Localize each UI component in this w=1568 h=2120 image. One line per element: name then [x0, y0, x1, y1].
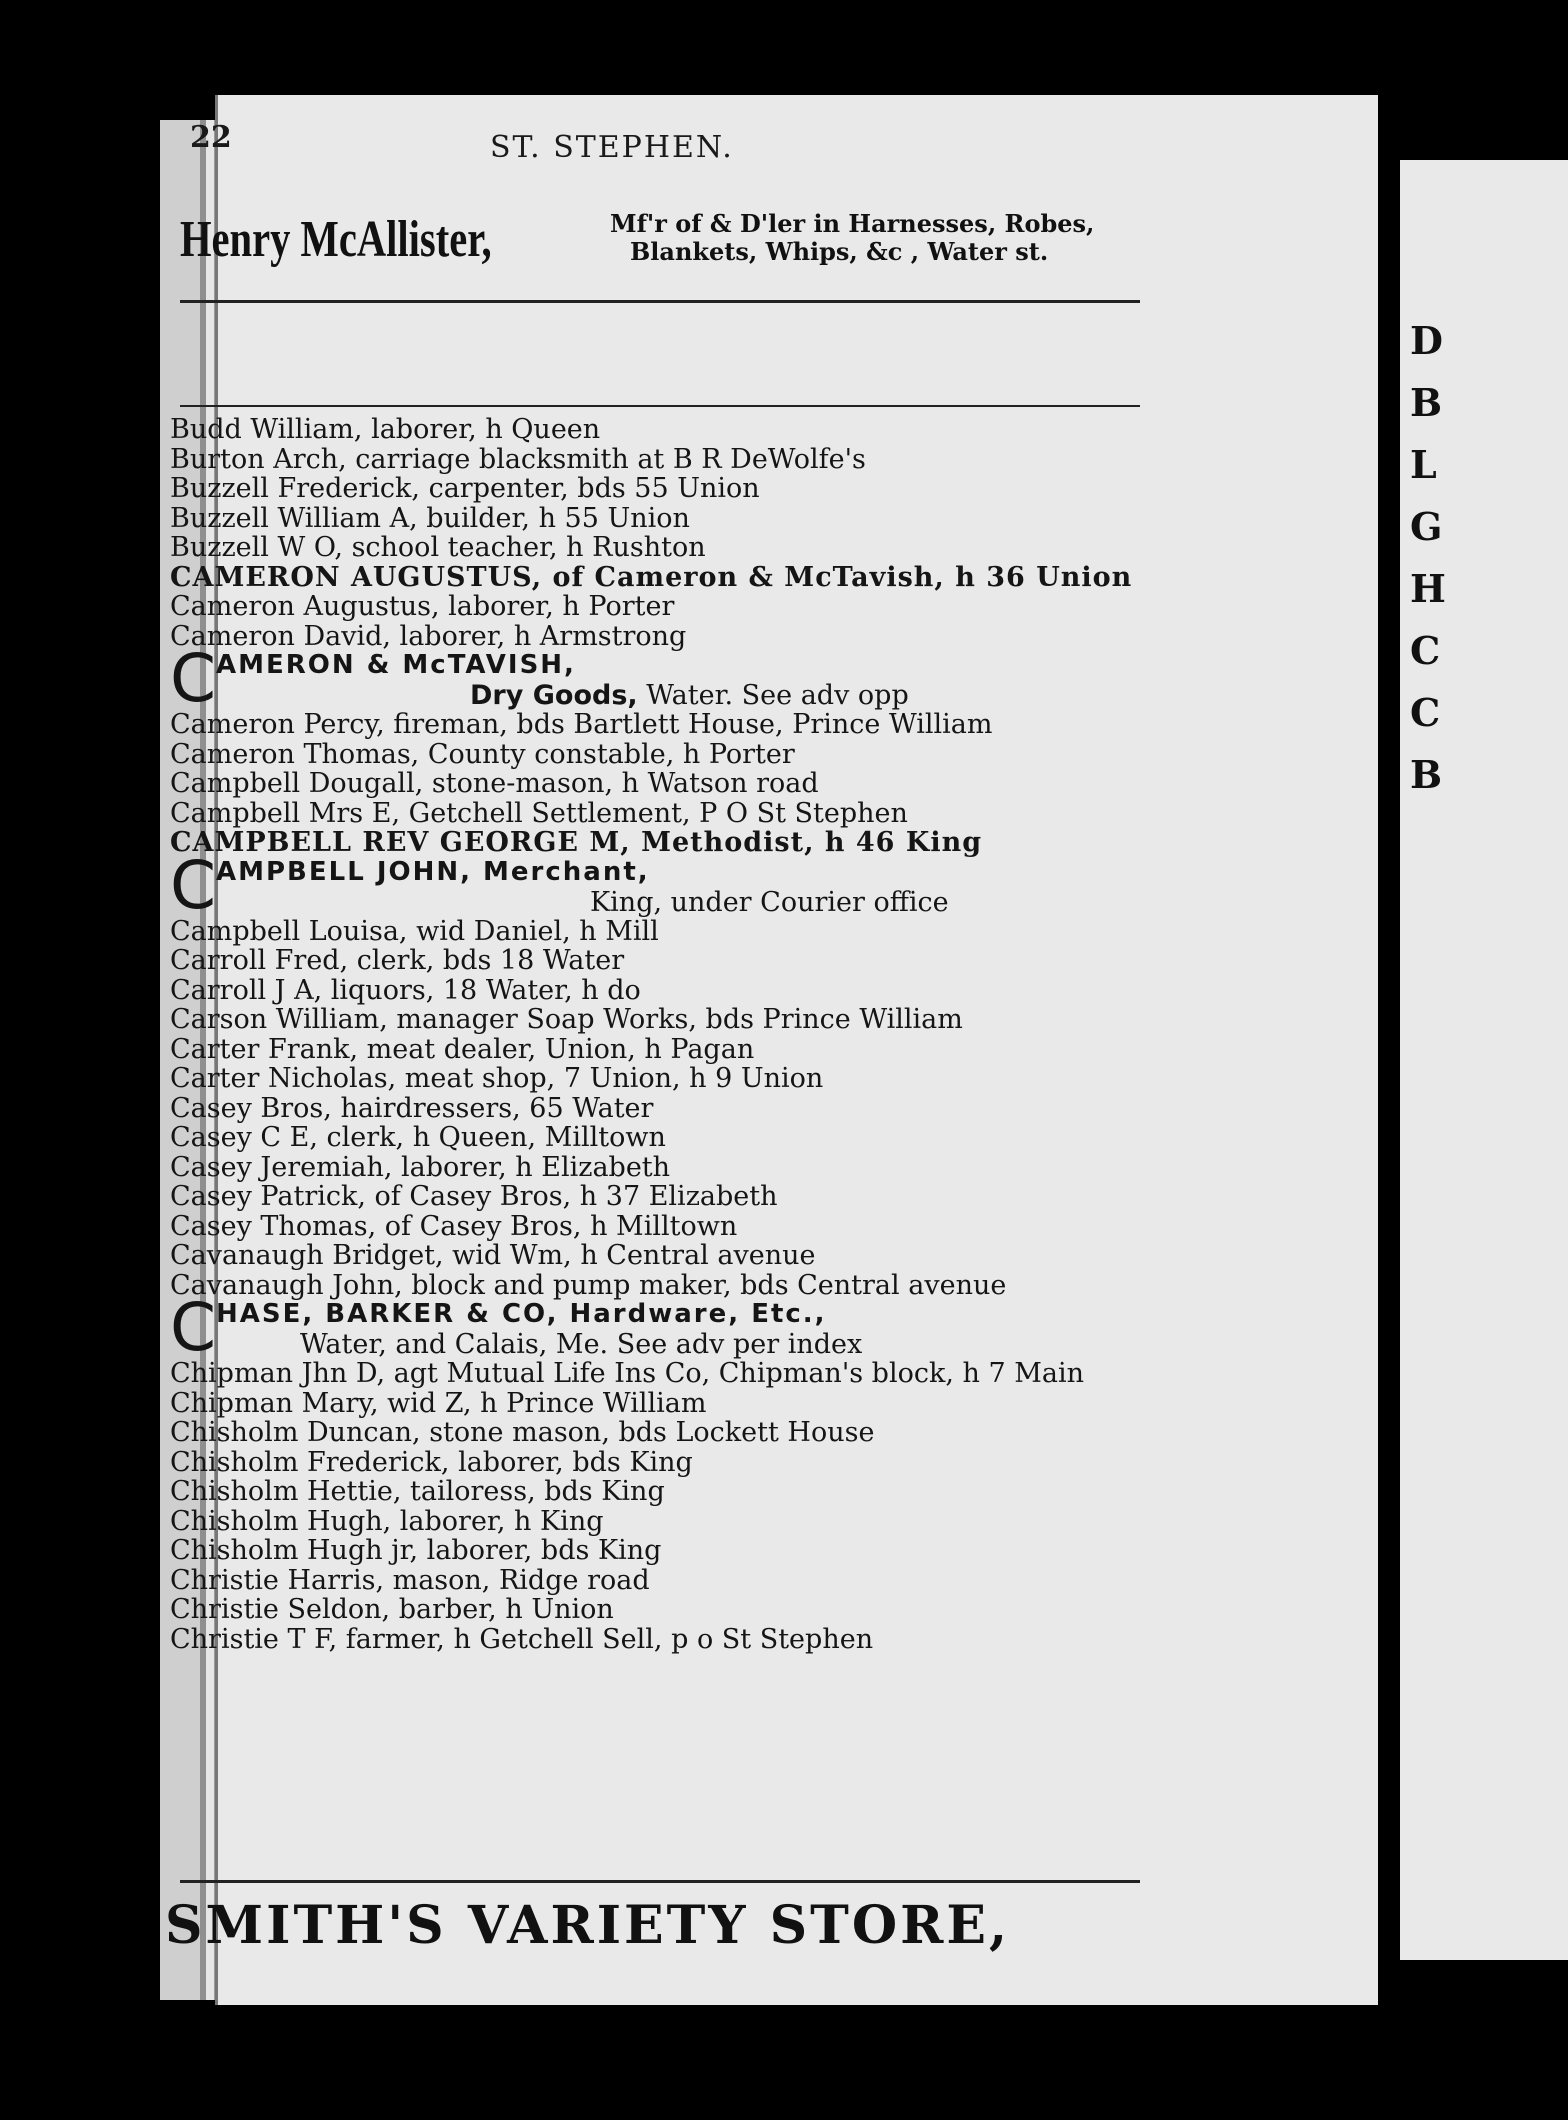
directory-entry: Carter Nicholas, meat shop, 7 Union, h 9 Union [170, 1063, 824, 1094]
directory-entry: Cameron Augustus, laborer, h Porter [170, 591, 675, 622]
directory-entry: Campbell Louisa, wid Daniel, h Mill [170, 915, 659, 947]
directory-entry: Campbell Mrs E, Getchell Settlement, P O St Stephen [170, 797, 908, 829]
display-text: HASE, BARKER & CO, Hardware, Etc., [216, 1299, 827, 1329]
directory-entry: Carson William, manager Soap Works, bds Prince William [170, 1004, 963, 1035]
directory-entry: Buzzell W O, school teacher, h Rushton [170, 532, 706, 563]
directory-entry: Casey Jeremiah, laborer, h Elizabeth [170, 1151, 671, 1183]
directory-entry: Casey Thomas, of Casey Bros, h Milltown [170, 1210, 738, 1242]
drop-initial: C [170, 640, 219, 717]
display-text: AMERON & McTAVISH, [216, 650, 576, 680]
footer-advertisement: SMITH'S VARIETY STORE, [165, 1895, 1011, 1956]
directory-entry: Christie T F, farmer, h Getchell Sell, p o St Stephen [170, 1623, 874, 1655]
display-line [590, 888, 949, 918]
directory-entry: Burton Arch, carriage blacksmith at B R DeWolfe's [170, 443, 866, 475]
cameron-mctavish-display [170, 640, 1150, 717]
directory-entry: Chisholm Hugh, laborer, h King [170, 1505, 604, 1537]
footer-rule [180, 1880, 1140, 1883]
facing-page-letters [1410, 310, 1446, 806]
display-bold: Dry Goods, [470, 680, 638, 711]
directory-entry: Cameron Percy, fireman, bds Bartlett House, Prince William [170, 709, 993, 740]
display-line [170, 846, 650, 924]
display-text: Water. See adv opp [637, 680, 909, 711]
directory-entry: Casey C E, clerk, h Queen, Milltown [170, 1122, 666, 1153]
directory-entry: Cameron David, laborer, h Armstrong [170, 620, 687, 652]
margin-letter: B [1410, 752, 1443, 797]
running-title: ST. STEPHEN. [490, 130, 734, 165]
display-text: King, under Courier office [590, 886, 949, 918]
display-text: AMPBELL JOHN, Merchant, [216, 856, 650, 887]
advertiser-name: Henry McAllister, [180, 211, 492, 268]
margin-letter: B [1410, 380, 1443, 425]
display-line [470, 681, 909, 711]
directory-entry: Christie Seldon, barber, h Union [170, 1594, 614, 1625]
display-line [300, 1330, 862, 1360]
directory-entries [170, 415, 1150, 1654]
directory-entry: Christie Harris, mason, Ridge road [170, 1564, 650, 1596]
directory-entry: Casey Bros, hairdressers, 65 Water [170, 1092, 654, 1124]
directory-entry: Chisholm Frederick, laborer, bds King [170, 1446, 693, 1478]
directory-entry: Carter Frank, meat dealer, Union, h Pagan [170, 1033, 755, 1065]
directory-entry: Carroll J A, liquors, 18 Water, h do [170, 974, 641, 1006]
directory-entry: Cavanaugh John, block and pump maker, bds Central avenue [170, 1269, 1007, 1301]
margin-letter: H [1410, 566, 1446, 611]
directory-entry: Chisholm Duncan, stone mason, bds Lockett House [170, 1417, 875, 1448]
margin-letter: C [1410, 690, 1441, 735]
directory-entry: Cameron Thomas, County constable, h Porter [170, 738, 795, 770]
directory-entry: Chipman Jhn D, agt Mutual Life Ins Co, Chipman's block, h 7 Main [170, 1358, 1085, 1389]
advertiser-description [610, 210, 1094, 266]
chase-barker-display [170, 1289, 1150, 1366]
directory-entry: Chisholm Hettie, tailoress, bds King [170, 1476, 665, 1507]
directory-entry: Chisholm Hugh jr, laborer, bds King [170, 1535, 662, 1566]
mcallister-advertisement [180, 208, 1140, 303]
ad-rule [180, 405, 1140, 407]
directory-entry: Casey Patrick, of Casey Bros, h 37 Elizabeth [170, 1181, 778, 1212]
directory-entry: Buzzell William A, builder, h 55 Union [170, 502, 690, 534]
display-text: Water, and Calais, Me. See adv per index [300, 1329, 863, 1360]
directory-entry: Budd William, laborer, h Queen [170, 414, 601, 445]
campbell-john-display [170, 846, 1150, 924]
margin-letter: L [1410, 442, 1437, 487]
drop-initial: C [170, 1289, 219, 1366]
drop-initial: C [170, 846, 219, 924]
directory-entry: CAMPBELL REV GEORGE M, Methodist, h 46 King [170, 827, 983, 858]
page-number: 22 [190, 120, 232, 155]
margin-letter: C [1410, 628, 1441, 673]
margin-letter: G [1410, 504, 1443, 549]
directory-entry: Cavanaugh Bridget, wid Wm, h Central avenue [170, 1240, 816, 1271]
directory-entry: CAMERON AUGUSTUS, of Cameron & McTavish, h 36 Union [170, 561, 1133, 593]
directory-entry: Carroll Fred, clerk, bds 18 Water [170, 945, 625, 976]
directory-entry: Chipman Mary, wid Z, h Prince William [170, 1387, 707, 1419]
ad-line: Blankets, Whips, &c , Water st. [630, 237, 1049, 266]
directory-entry: Buzzell Frederick, carpenter, bds 55 Union [170, 473, 760, 504]
margin-letter: D [1410, 318, 1443, 363]
directory-entry: Campbell Dougall, stone-mason, h Watson road [170, 768, 819, 799]
ad-line: Mf'r of & D'ler in Harnesses, Robes, [610, 209, 1095, 238]
